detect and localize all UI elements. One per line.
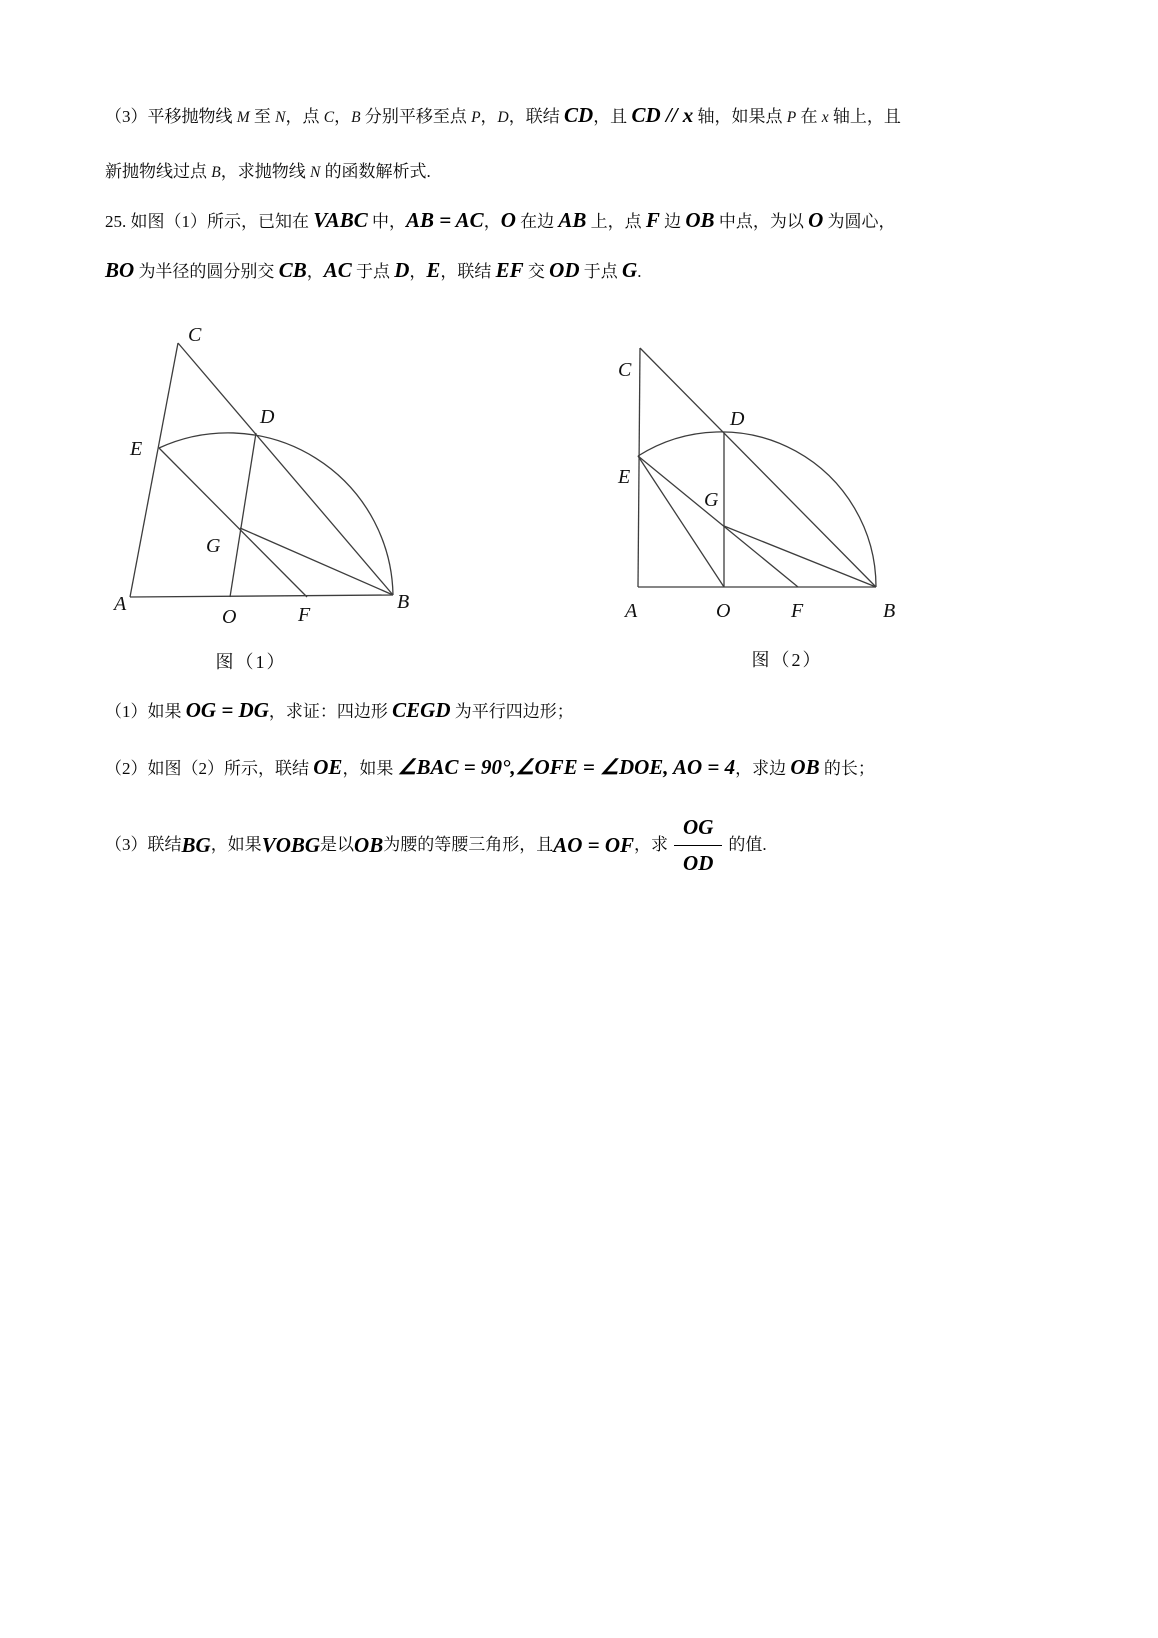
math-run: AC — [323, 258, 352, 282]
text-run: N — [275, 109, 286, 126]
math-run: OB — [685, 208, 715, 232]
text-run: （3）平移抛物线 — [105, 107, 237, 126]
point-label-B: B — [883, 600, 896, 622]
math-run: AB = AC — [405, 208, 484, 232]
fraction-denominator: OD — [683, 851, 714, 875]
text-run: ，求边 — [735, 759, 791, 778]
figure-1-caption: 图（1） — [215, 652, 287, 672]
point-label-G: G — [206, 535, 221, 557]
segment-AC — [638, 348, 640, 587]
text-run: M — [236, 109, 250, 126]
text-run: 于点 — [579, 262, 623, 281]
text-run: 轴，如果点 — [693, 107, 787, 126]
text-run: ， — [483, 212, 501, 231]
fraction-OG-over-OD — [674, 812, 722, 878]
text-run: 轴上，且 — [828, 107, 901, 126]
text-run: 中点，为以 — [714, 212, 809, 231]
text-run: （2）如图（2）所示，联结 — [105, 759, 314, 778]
question-2 — [105, 752, 875, 785]
math-run: OD — [549, 258, 580, 282]
text-run: ， — [334, 107, 352, 126]
text-run: 在边 — [515, 212, 559, 231]
math-run: CB — [278, 258, 307, 282]
text-run: ，联结 — [440, 262, 496, 281]
point-label-G: G — [704, 489, 719, 511]
segment-GB — [240, 528, 393, 595]
text-run: 为圆心， — [823, 212, 896, 231]
text-run: 在 — [796, 107, 822, 126]
text-run: ，求 — [634, 835, 669, 854]
point-label-D: D — [730, 408, 745, 430]
text-run: 分别平移至点 — [360, 107, 472, 126]
text-run: ， — [480, 107, 498, 126]
math-run: EF — [495, 258, 524, 282]
text-run: 为平行四边形； — [450, 702, 574, 721]
question-3 — [105, 800, 767, 890]
segment-AB — [130, 595, 393, 597]
math-run: E — [426, 258, 441, 282]
question-1 — [105, 695, 574, 728]
text-run: （1）如果 — [105, 702, 186, 721]
text-run: 上，点 — [586, 212, 646, 231]
segment-AC — [130, 343, 178, 597]
point-label-D: D — [260, 406, 275, 428]
point-label-E: E — [130, 438, 143, 460]
math-run: CD — [564, 103, 594, 127]
text-run: x — [821, 109, 829, 126]
text-run: B — [351, 109, 361, 126]
math-run: OE — [313, 755, 343, 779]
fraction-numerator: OG — [674, 812, 722, 846]
text-run: 为腰的等腰三角形，且 — [383, 835, 554, 854]
segment-CB — [178, 343, 393, 595]
math-run: CD // x — [631, 103, 694, 127]
text-run: 的值. — [728, 835, 767, 854]
math-run: OG = DG — [185, 698, 269, 722]
problem25-line2 — [105, 255, 641, 288]
text-run: ，且 — [593, 107, 632, 126]
text-run: ，如果 — [210, 835, 262, 854]
point-label-C: C — [188, 324, 202, 346]
point-label-O: O — [716, 600, 731, 622]
segment-EF — [638, 456, 798, 587]
figure-2-caption: 图（2） — [751, 650, 823, 670]
text-run: ，求抛物线 — [220, 162, 310, 181]
text-run: 交 — [523, 262, 550, 281]
text-run: ，如果 — [342, 759, 398, 778]
point-label-C: C — [618, 359, 632, 381]
text-run: . — [637, 262, 642, 281]
point-label-A: A — [625, 600, 638, 622]
text-run: 边 — [659, 212, 686, 231]
text-run: 的长； — [819, 759, 875, 778]
math-run: VABC — [313, 208, 368, 232]
point-label-F: F — [791, 600, 804, 622]
point-label-E: E — [618, 466, 631, 488]
segment-EO — [638, 456, 724, 587]
figure-1-diagram — [110, 305, 422, 635]
text-run: 的函数解析式. — [320, 162, 431, 181]
text-run: 至 — [249, 107, 276, 126]
math-run: AO = OF — [553, 833, 635, 857]
text-run: P — [471, 109, 481, 126]
paragraph-parabola-line2 — [105, 157, 431, 188]
point-label-F: F — [298, 604, 311, 626]
math-run: ∠BAC = 90°,∠OFE = ∠DOE, AO = 4 — [397, 755, 736, 779]
math-run: G — [622, 258, 638, 282]
text-run: ，联结 — [508, 107, 564, 126]
segment-GB — [724, 526, 876, 587]
text-run: 于点 — [351, 262, 395, 281]
text-run: C — [323, 109, 335, 126]
math-run: O — [500, 208, 516, 232]
problem25-line1 — [105, 205, 896, 238]
text-run: D — [497, 109, 509, 126]
text-run: ， — [306, 262, 324, 281]
text-run: （3）联结 — [105, 835, 182, 854]
segment-CB — [640, 348, 876, 587]
paragraph-parabola-line1 — [105, 100, 901, 133]
math-run: CEGD — [392, 698, 451, 722]
math-run: OB — [354, 833, 384, 857]
segment-OD — [230, 433, 256, 597]
math-run: F — [645, 208, 660, 232]
text-run: 为半径的圆分别交 — [134, 262, 279, 281]
math-run: BG — [181, 833, 211, 857]
text-run: 中， — [367, 212, 406, 231]
math-run: O — [808, 208, 824, 232]
math-run: VOBG — [261, 833, 321, 857]
text-run: ，点 — [285, 107, 324, 126]
point-label-B: B — [397, 591, 410, 613]
math-run: D — [394, 258, 410, 282]
point-label-A: A — [114, 593, 127, 615]
text-run: ， — [409, 262, 427, 281]
text-run: 是以 — [320, 835, 355, 854]
point-label-O: O — [222, 606, 237, 628]
text-run: B — [211, 164, 221, 181]
math-run: AB — [558, 208, 587, 232]
figure-2-diagram — [588, 330, 918, 625]
text-run: 25. 如图（1）所示，已知在 — [105, 212, 314, 231]
text-run: P — [786, 109, 797, 126]
text-run: ，求证：四边形 — [268, 702, 393, 721]
math-run: OB — [790, 755, 820, 779]
math-run: BO — [105, 258, 135, 282]
text-run: 新抛物线过点 — [105, 162, 212, 181]
text-run: N — [309, 164, 321, 181]
